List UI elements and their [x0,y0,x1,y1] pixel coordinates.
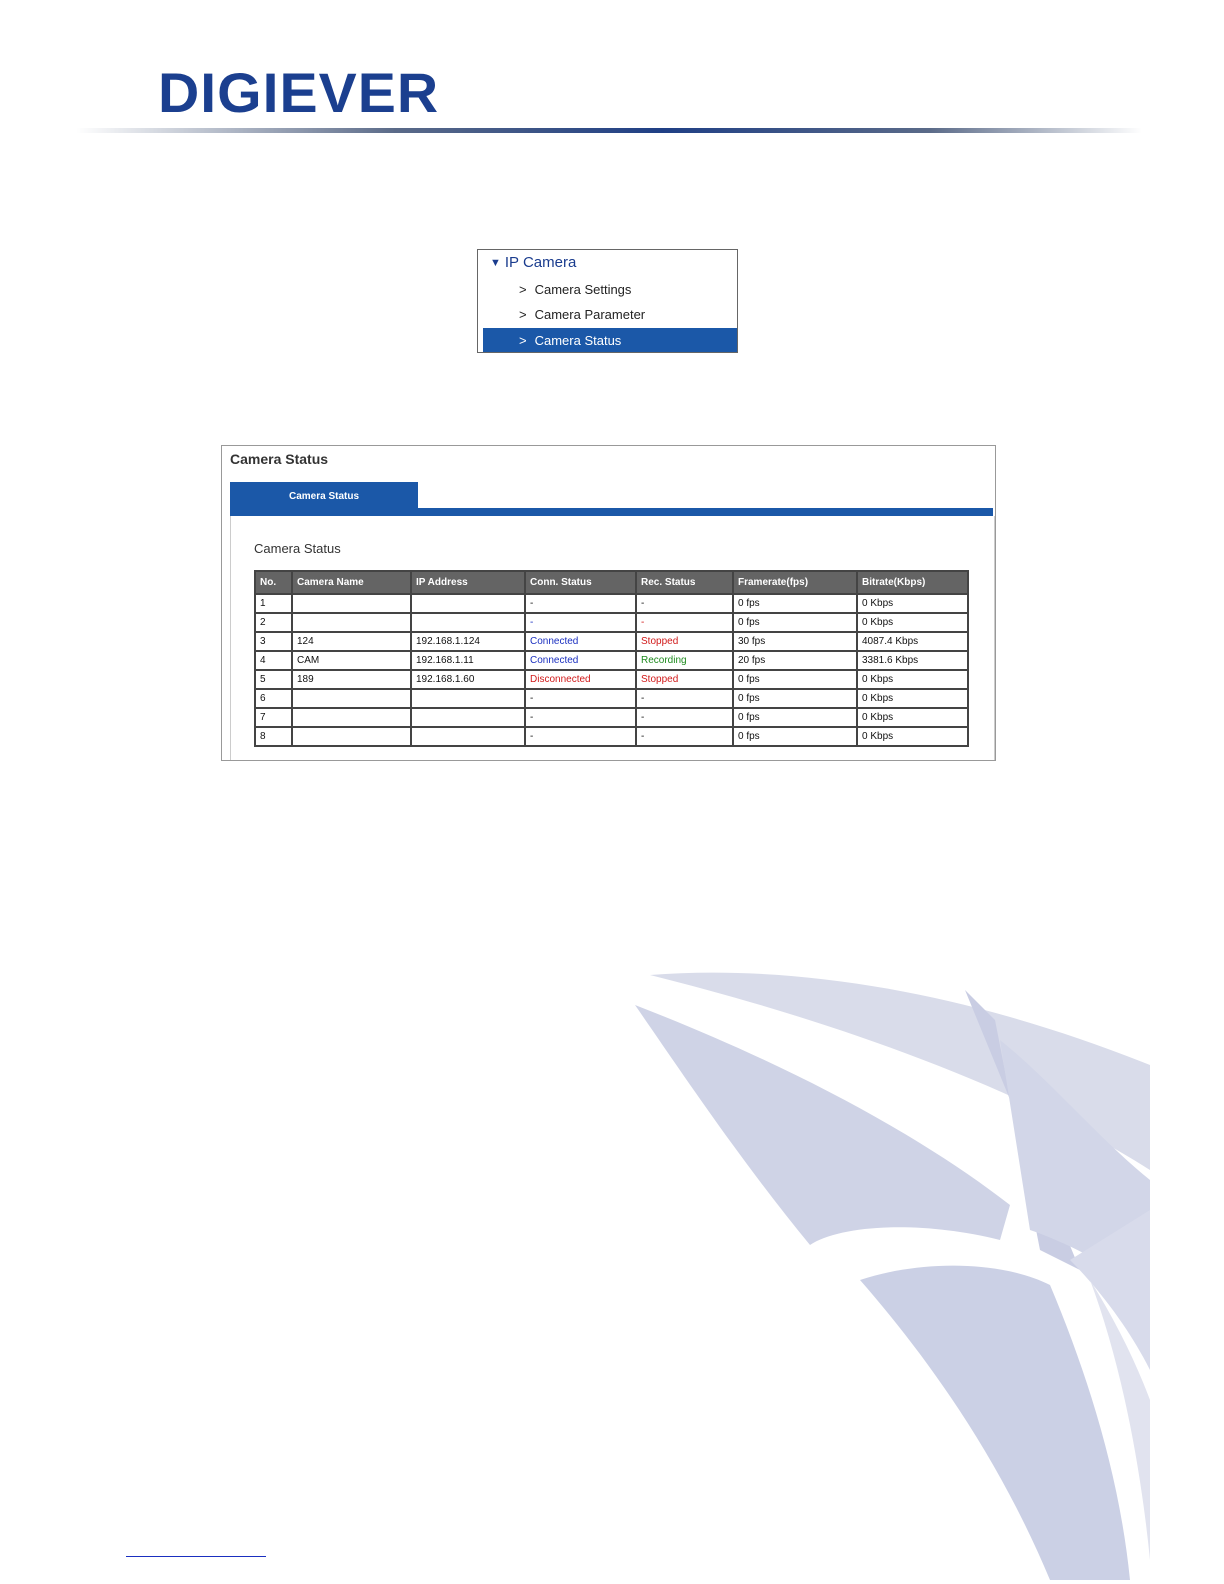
cell-no: 6 [255,689,292,708]
camera-status-panel [221,445,996,761]
menu-item-camera-settings[interactable] [483,277,737,301]
cell-camera-name [292,708,411,727]
cell-no: 4 [255,651,292,670]
column-header-framerate: Framerate(fps) [733,571,857,594]
table-row [255,689,968,708]
cell-ip-address [411,613,525,632]
column-header-rec-status: Rec. Status [636,571,733,594]
cell-rec-status: Stopped [636,632,733,651]
cell-framerate: 0 fps [733,727,857,746]
cell-rec-status: - [636,708,733,727]
table-body [255,594,968,746]
cell-framerate: 20 fps [733,651,857,670]
cell-no: 3 [255,632,292,651]
cell-conn-status: - [525,689,636,708]
cell-camera-name [292,727,411,746]
cell-bitrate: 0 Kbps [857,594,968,613]
header-divider [76,128,1142,133]
cell-camera-name: 124 [292,632,411,651]
cell-rec-status: Stopped [636,670,733,689]
menu-item-camera-status[interactable] [483,328,737,352]
cell-ip-address: 192.168.1.60 [411,670,525,689]
table-row [255,613,968,632]
cell-no: 8 [255,727,292,746]
cell-bitrate: 0 Kbps [857,613,968,632]
menu-title-label: IP Camera [504,254,577,271]
column-header-bitrate: Bitrate(Kbps) [857,571,968,594]
cell-no: 1 [255,594,292,613]
triangle-down-icon: ▼ [490,256,501,269]
cell-no: 2 [255,613,292,632]
menu-item-label: Camera Settings [534,281,632,297]
table-row [255,632,968,651]
cell-framerate: 0 fps [733,613,857,632]
panel-title: Camera Status [230,451,329,467]
cell-conn-status: - [525,613,636,632]
cell-conn-status: - [525,708,636,727]
cell-camera-name [292,594,411,613]
cell-framerate: 0 fps [733,708,857,727]
cell-conn-status: Connected [525,651,636,670]
cell-ip-address [411,594,525,613]
cell-framerate: 30 fps [733,632,857,651]
section-title: Camera Status [254,541,341,556]
column-header-camera-name: Camera Name [292,571,411,594]
cell-ip-address: 192.168.1.124 [411,632,525,651]
cell-no: 5 [255,670,292,689]
tab-camera-status[interactable]: Camera Status [230,482,418,510]
chevron-right-icon: > [519,306,527,322]
cell-no: 7 [255,708,292,727]
cell-ip-address [411,689,525,708]
cell-conn-status: Connected [525,632,636,651]
cell-rec-status: - [636,727,733,746]
cell-camera-name: CAM [292,651,411,670]
menu-item-label: Camera Parameter [534,306,646,322]
column-header-ip-address: IP Address [411,571,525,594]
cell-bitrate: 0 Kbps [857,670,968,689]
table-row [255,651,968,670]
cell-rec-status: - [636,689,733,708]
table-row [255,594,968,613]
cell-ip-address: 192.168.1.11 [411,651,525,670]
cell-bitrate: 0 Kbps [857,689,968,708]
cell-framerate: 0 fps [733,670,857,689]
cell-conn-status: - [525,594,636,613]
footer-link-underline[interactable] [126,1556,266,1557]
chevron-right-icon: > [519,281,527,297]
table-row [255,670,968,689]
cell-ip-address [411,708,525,727]
table-header-row [255,571,968,594]
column-header-conn-status: Conn. Status [525,571,636,594]
camera-status-table [254,570,969,747]
cell-bitrate: 4087.4 Kbps [857,632,968,651]
column-header-no: No. [255,571,292,594]
table-row [255,727,968,746]
ip-camera-menu [477,249,738,353]
chevron-right-icon: > [519,332,527,348]
cell-rec-status: - [636,594,733,613]
cell-framerate: 0 fps [733,594,857,613]
cell-rec-status: - [636,613,733,632]
table-row [255,708,968,727]
cell-bitrate: 0 Kbps [857,727,968,746]
menu-item-camera-parameter[interactable] [483,302,737,326]
cell-ip-address [411,727,525,746]
cell-framerate: 0 fps [733,689,857,708]
cell-bitrate: 3381.6 Kbps [857,651,968,670]
cell-conn-status: - [525,727,636,746]
cell-camera-name [292,613,411,632]
menu-item-label: Camera Status [534,332,622,348]
cell-bitrate: 0 Kbps [857,708,968,727]
cell-camera-name: 189 [292,670,411,689]
decorative-watermark [620,960,1150,1580]
cell-rec-status: Recording [636,651,733,670]
digiever-logo: DIGIEVER [158,61,440,124]
cell-conn-status: Disconnected [525,670,636,689]
menu-title-ip-camera[interactable] [490,254,576,271]
cell-camera-name [292,689,411,708]
